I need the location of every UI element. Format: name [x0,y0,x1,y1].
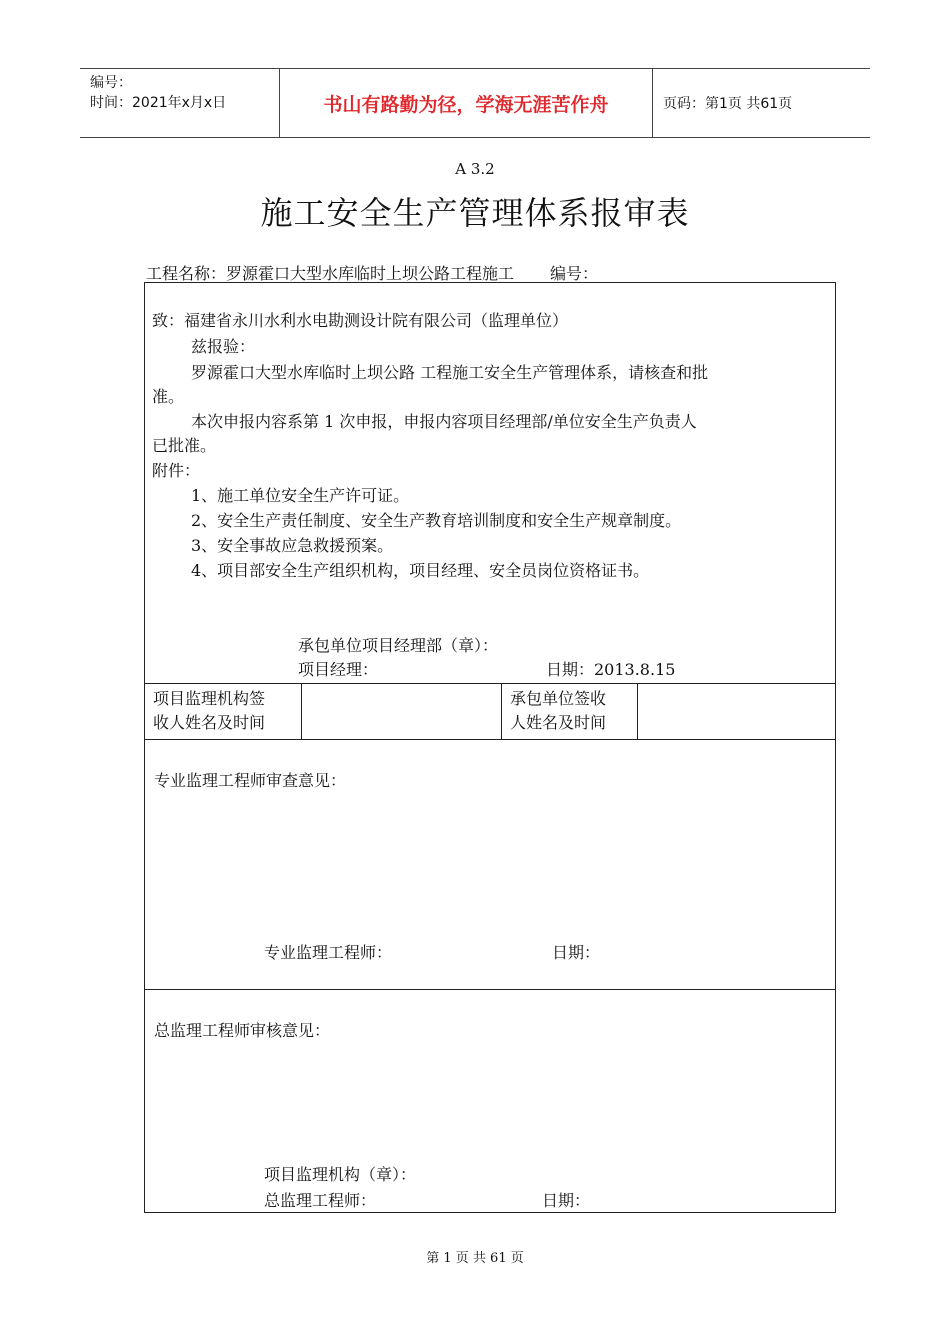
header-motto: 书山有路勤为径，学海无涯苦作舟 [280,69,653,137]
project-number-label: 编号： [550,264,599,283]
attachment-item: 2、安全生产责任制度、安全生产教育培训制度和安全生产规章制度。 [191,511,682,530]
submission-body-2: 本次申报内容系第 1 次申报，申报内容项目经理部/单位安全生产负责人 [191,412,697,431]
submission-body-1: 罗源霍口大型水库临时上坝公路 工程施工安全生产管理体系，请核查和批 [191,363,709,382]
submission-date: 日期：2013.8.15 [546,660,676,679]
supervisor-receipt-line-1: 项目监理机构签 [153,689,266,708]
header-page-info: 页码：第1页 共61页 [663,96,793,112]
chief-opinion-label: 总监理工程师审核意见： [154,1021,331,1040]
attachment-item: 4、项目部安全生产组织机构，项目经理、安全员岗位资格证书。 [191,561,650,580]
contractor-seal-label: 承包单位项目经理部（章）： [298,636,499,655]
supervisor-receipt-label [153,687,265,735]
submission-to: 致：福建省永川水利水电勘测设计院有限公司（监理单位） [152,311,569,330]
chief-date-label: 日期： [542,1191,591,1210]
engineer-opinion-label: 专业监理工程师审查意见： [154,771,347,790]
contractor-receipt-field[interactable] [638,683,835,739]
supervisor-receipt-field[interactable] [302,683,502,739]
attachment-item: 3、安全事故应急救援预案。 [191,536,394,555]
submission-intro: 兹报验： [191,337,256,356]
attachment-item: 1、施工单位安全生产许可证。 [191,486,410,505]
form-code: A 3.2 [455,160,495,178]
header-time-label: 时间：2021年x月x日 [90,95,227,111]
engineer-signature-label: 专业监理工程师： [264,943,393,962]
contractor-receipt-line-2: 人姓名及时间 [510,713,607,732]
page-header [80,68,870,138]
contractor-receipt-line-1: 承包单位签收 [510,689,607,708]
project-name: 工程名称：罗源霍口大型水库临时上坝公路工程施工 [146,264,515,283]
submission-section [145,283,835,684]
form-table [144,282,836,1213]
engineer-review-section [145,739,835,990]
document-title: 施工安全生产管理体系报审表 [260,194,690,232]
supervision-org-seal-label: 项目监理机构（章）： [264,1165,417,1184]
project-line [146,261,598,284]
chief-review-section [145,989,835,1212]
attachments-label: 附件： [152,461,201,480]
engineer-date-label: 日期： [552,943,601,962]
supervisor-receipt-line-2: 收人姓名及时间 [153,713,266,732]
header-number-label: 编号： [90,75,132,91]
project-manager-label: 项目经理： [298,660,379,679]
receipt-row [145,683,835,740]
page-footer: 第 1 页 共 61 页 [426,1251,524,1266]
contractor-receipt-label [510,687,606,735]
submission-body-2-cont: 已批准。 [152,436,217,455]
header-meta [80,69,280,137]
supervisor-receipt-label-cell [145,683,302,739]
chief-signature-label: 总监理工程师： [264,1191,377,1210]
submission-body-1-cont: 准。 [152,387,185,406]
contractor-receipt-label-cell [502,683,638,739]
